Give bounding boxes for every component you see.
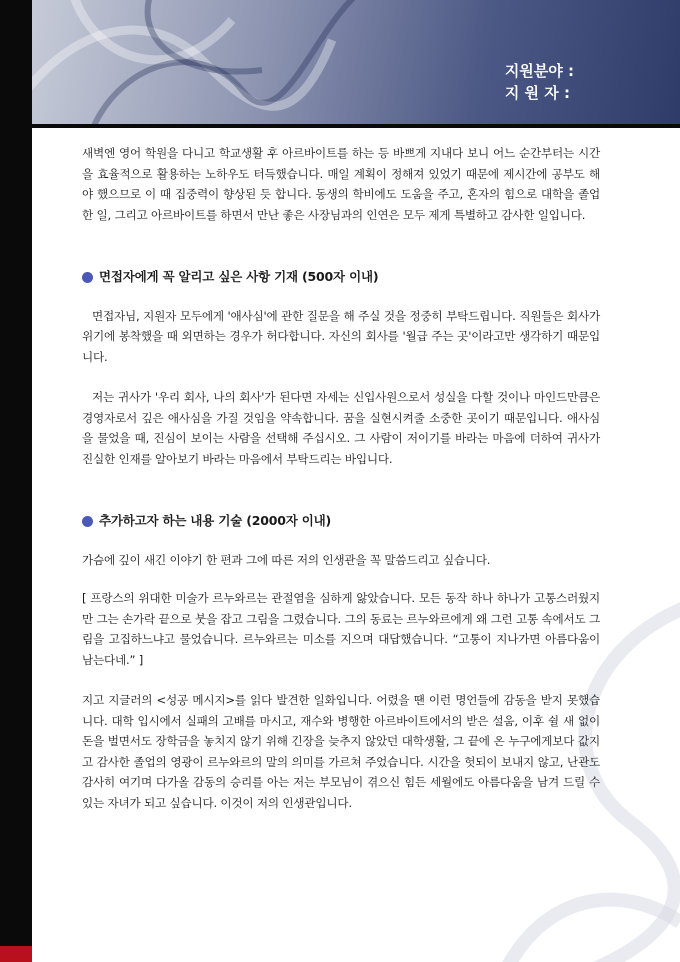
bullet-icon: [82, 272, 93, 283]
applicant-label: 지 원 자 :: [504, 84, 570, 102]
left-bar-red-accent: [0, 946, 32, 962]
section2-heading: [82, 511, 600, 532]
section1-paragraph: 저는 귀사가 '우리 회사, 나의 회사'가 된다면 자세는 신입사원으로서 성실을 다할 것이나 마인드만큼은 경영자로서 깊은 애사심을 가질 것임을 약속합니다. 꿈을 실현시켜줄 소중한 곳이기 때문입니다. 애사심을 물었을 때, 진심이 보이는 사람을 선택해 주십시오. 그 사람이 저이기를 바라는 마음에 더하여 귀사가 진실한 인재를 알아보기 바라는 마음에서 부탁드리는 바입니다.: [82, 390, 600, 466]
header-swirl-decoration: [32, 0, 680, 124]
section1-paragraph: 면접자님, 지원자 모두에게 '애사심'에 관한 질문을 해 주실 것을 정중히 부탁드립니다. 직원들은 회사가 위기에 봉착했을 때 외면하는 경우가 허다합니다. 자신의 회사를 '월급 주는 곳'이라고만 생각하기 때문입니다.: [82, 308, 600, 364]
intro-paragraph: 새벽엔 영어 학원을 다니고 학교생활 후 아르바이트를 하는 등 바쁘게 지내다 보니 어느 순간부터는 시간을 효율적으로 활용하는 노하우도 터득했습니다. 매일 계획이 정해져 있었기 때문에 제시간에 공부도 해야 했으므로 이 때 집중력이 향상된 듯 합니다. 동생의 학비에도 도움을 주고, 혼자의 힘으로 대학을 졸업한 일, 그리고 아르바이트를 하면서 만난 좋은 사장님과의 인연은 모두 제게 특별하고 감사한 일입니다.: [82, 146, 600, 222]
header-divider: [32, 124, 680, 128]
section1-heading: [82, 267, 600, 288]
header-banner: [32, 0, 680, 124]
header-fields: [505, 60, 574, 104]
document-body: [82, 143, 600, 813]
bullet-icon: [82, 516, 93, 527]
section1-heading-text: 면접자에게 꼭 알리고 싶은 사항 기재 (500자 이내): [99, 269, 379, 284]
section2-paragraph: 가슴에 깊이 새긴 이야기 한 편과 그에 따른 저의 인생관을 꼭 말씀드리고 싶습니다.: [82, 552, 491, 567]
section2-paragraph: 지고 지글러의 <성공 메시지>를 읽다 발견한 일화입니다. 어렸을 땐 이런 명언들에 감동을 받지 못했습니다. 대학 입시에서 실패의 고배를 마시고, 재수와 병행한 아르바이트에서의 받은 설움, 이후 쉴 새 없이 돈을 벌면서도 장학금을 놓치지 않기 위해 긴장을 늦추지 않았던 대학생활, 그 끝에 온 누구에게보다 값지고 감사한 졸업의 영광이 르누와르의 말의 의미를 가르쳐 주었습니다. 시간을 헛되이 보내지 않고, 난관도 감사히 여기며 다가올 감동의 승리를 아는 저는 부모님이 겪으신 힘든 세월에도 아름다움을 남겨 드릴 수 있는 자녀가 되고 싶습니다. 이것이 저의 인생관입니다.: [82, 693, 600, 810]
section2-quote-paragraph: [ 프랑스의 위대한 미술가 르누와르는 관절염을 심하게 앓았습니다. 모든 동작 하나 하나가 고통스러웠지만 그는 손가락 끝으로 붓을 잡고 그림을 그렸습니다. 그의 동료는 르누와르에게 왜 그런 고통 속에서도 그림을 고집하느냐고 물었습니다. 르누와르는 미소를 지으며 대답했습니다. “고통이 지나가면 아름다움이 남는다네.” ]: [82, 591, 600, 667]
left-sidebar-bar: [0, 0, 32, 962]
section2-heading-text: 추가하고자 하는 내용 기술 (2000자 이내): [99, 513, 332, 528]
field-area-label: 지원분야 :: [504, 62, 574, 80]
